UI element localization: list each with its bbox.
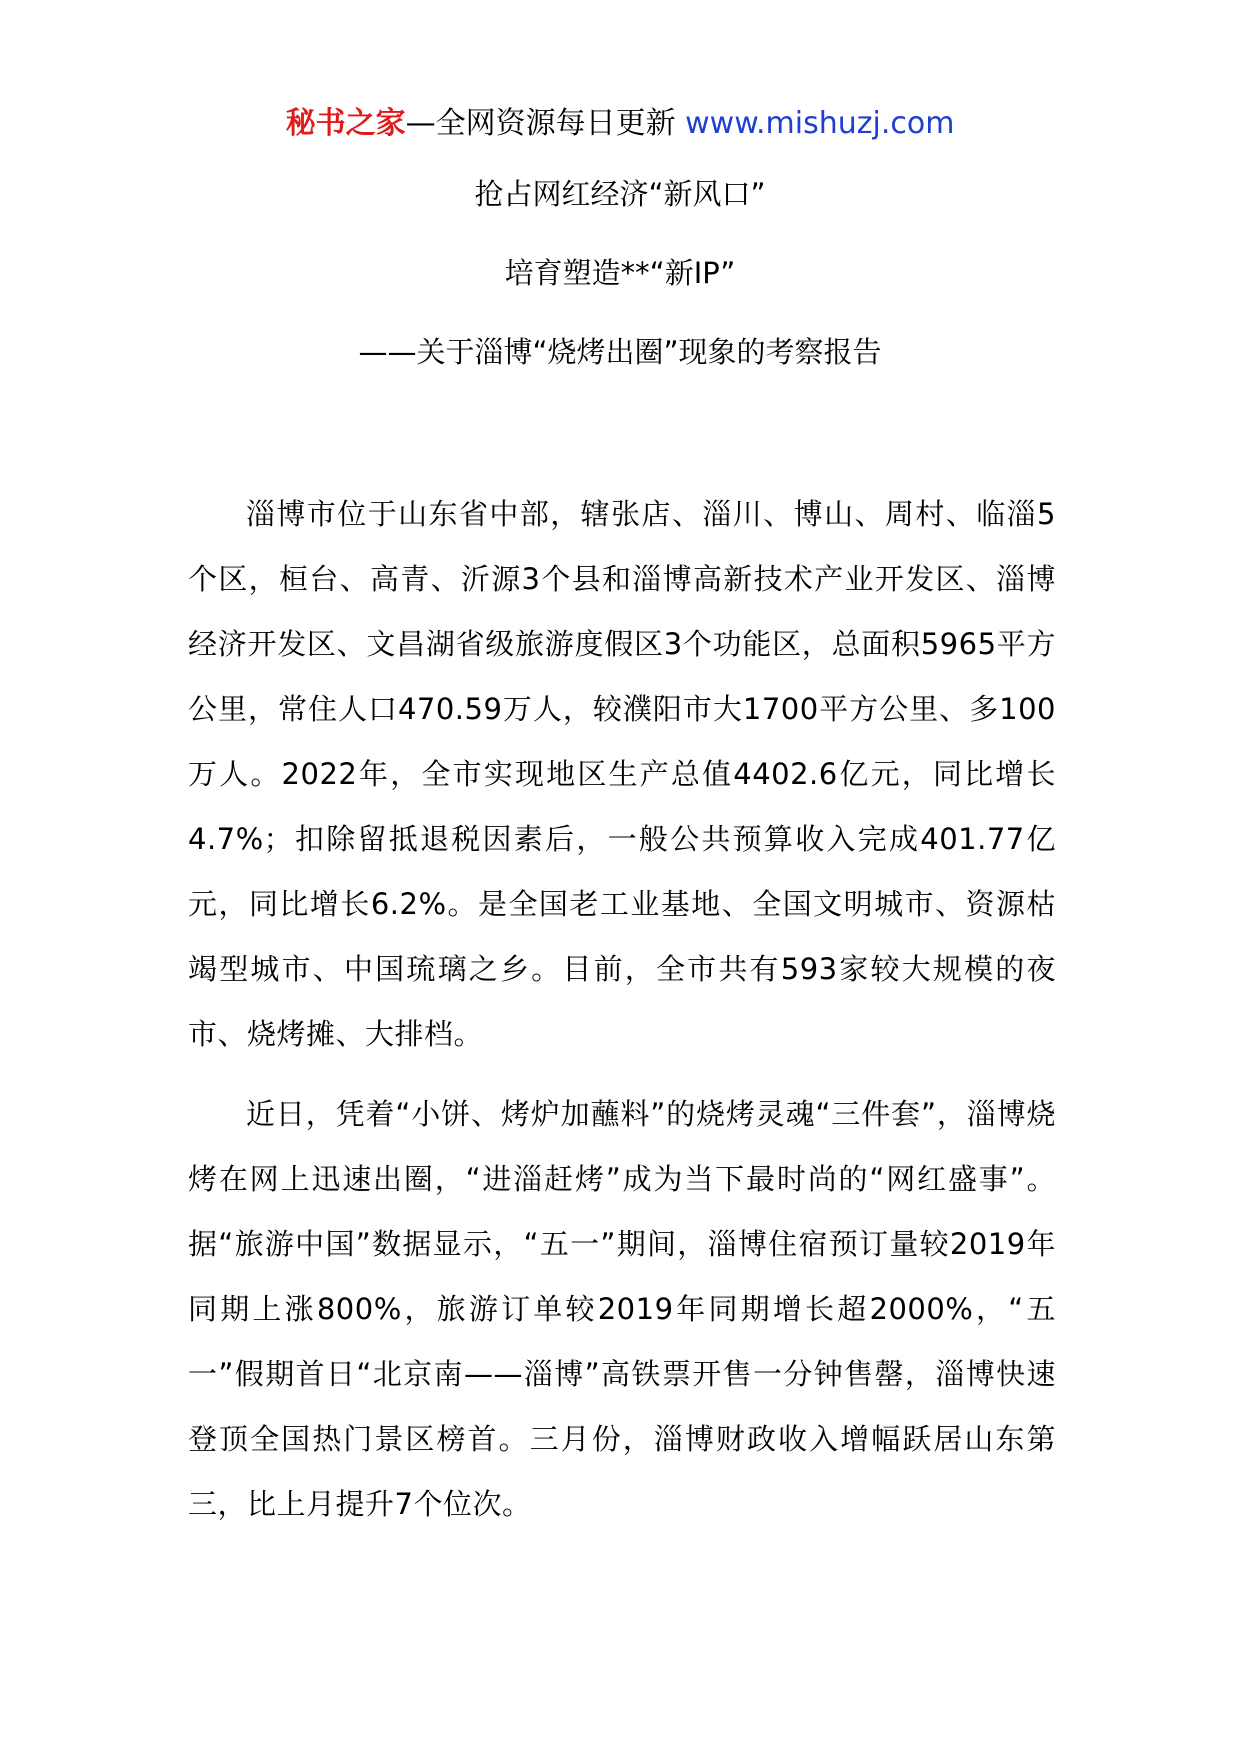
site-header — [0, 100, 1240, 148]
report-title-line-2: 培育塑造**“新IP” — [504, 256, 736, 290]
report-subtitle: ——关于淄博“烧烤出圈”现象的考察报告 — [358, 335, 882, 369]
brand-name: 秘书之家 — [285, 106, 406, 141]
report-title-line-1: 抢占网红经济“新风口” — [474, 177, 766, 211]
body-paragraph-1: 淄博市位于山东省中部，辖张店、淄川、博山、周村、临淄5个区，桓台、高青、沂源3个县和淄博高新技术产业开发区、淄博经济开发区、文昌湖省级旅游度假区3个功能区，总面积5965平方公里，常住人口470.59万人，较濮阳市大1700平方公里、多100万人。2022年，全市实现地区生产总值4402.6亿元，同比增长4.7%；扣除留抵退税因素后，一般公共预算收入完成401.77亿元，同比增长6.2%。是全国老工业基地、全国文明城市、资源枯竭型城市、中国琉璃之乡。目前，全市共有593家较大规模的夜市、烧烤摊、大排档。 — [188, 497, 1056, 1051]
header-tagline: —全网资源每日更新 — [405, 106, 686, 141]
site-url-link[interactable]: www.mishuzj.com — [685, 106, 955, 141]
body-paragraph-2: 近日，凭着“小饼、烤炉加蘸料”的烧烤灵魂“三件套”，淄博烧烤在网上迅速出圈，“进淄赶烤”成为当下最时尚的“网红盛事”。据“旅游中国”数据显示，“五一”期间，淄博住宿预订量较2019年同期上涨800%，旅游订单较2019年同期增长超2000%，“五一”假期首日“北京南——淄博”高铁票开售一分钟售罄，淄博快速登顶全国热门景区榜首。三月份，淄博财政收入增幅跃居山东第三，比上月提升7个位次。 — [188, 1097, 1056, 1521]
